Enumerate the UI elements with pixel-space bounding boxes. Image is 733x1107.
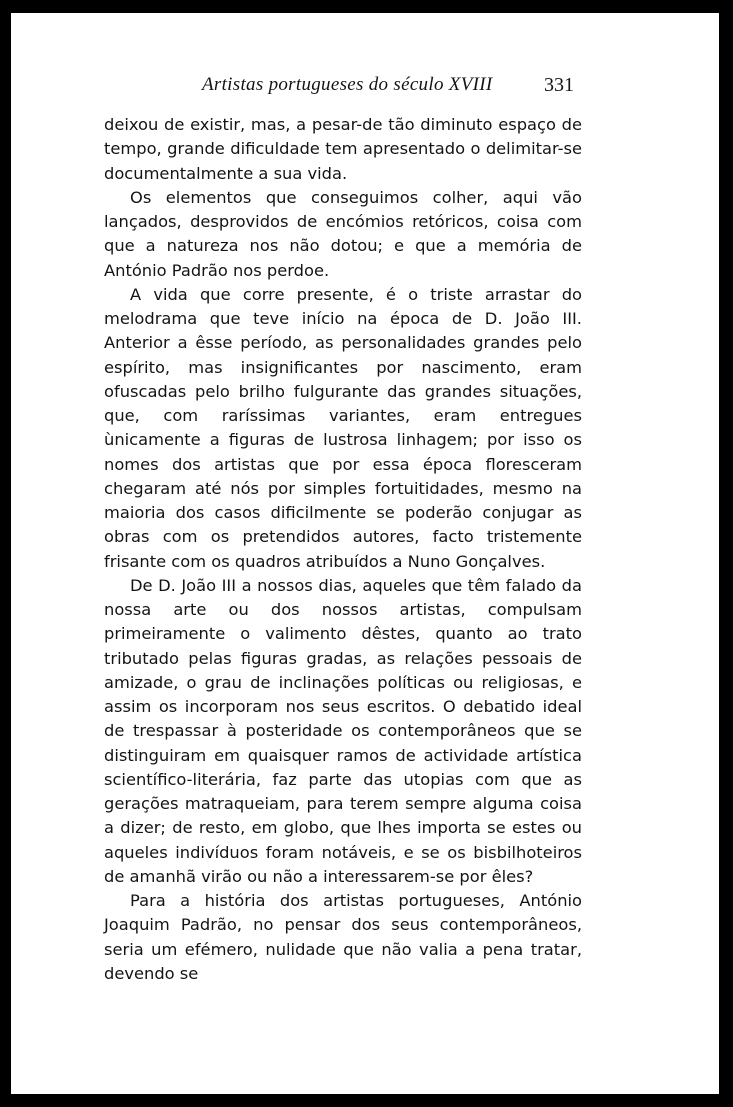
page-header — [104, 74, 578, 100]
body-text — [104, 113, 582, 986]
running-title: Artistas portugueses do século XVIII — [202, 74, 493, 95]
paragraph: Para a história dos artistas portugueses, António Joaquim Padrão, no pensar dos seus contemporâneos, seria um efémero, nulidade que não valia a pena tratar, devendo se — [104, 891, 582, 983]
paragraph: De D. João III a nossos dias, aqueles que têm falado da nossa arte ou dos nossos artistas, compulsam primeiramente o valimento dêstes, quanto ao trato tributado pelas figuras gradas, as relações pessoais de amizade, o grau de inclinações políticas ou religiosas, e assim os incorporam nos seus escritos. O debatido ideal de trespassar à posteridade os contemporâneos que se distinguiram em quaisquer ramos de actividade artística scientífico-literária, faz parte das utopias com que as gerações matraqueiam, para terem sempre alguma coisa a dizer; de resto, em globo, que lhes importa se estes ou aqueles indivíduos foram notáveis, e se os bisbilhoteiros de amanhã virão ou não a interessarem-se por êles? — [104, 575, 582, 886]
page-number: 331 — [544, 74, 574, 96]
paragraph-continuation: deixou de existir, mas, a pesar-de tão diminuto espaço de tempo, grande dificuldade tem apresentado o delimitar-se documentalmente a sua vida. — [104, 115, 582, 183]
paragraph: Os elementos que conseguimos colher, aqui vão lançados, desprovidos de encómios retóricos, coisa com que a natureza nos não dotou; e que a memória de António Padrão nos perdoe. — [104, 187, 582, 280]
paragraph: A vida que corre presente, é o triste arrastar do melodrama que teve início na época de D. João III. Anterior a êsse período, as personalidades grandes pelo espírito, mas insignificantes por nascimento, eram ofuscadas pelo brilho fulgurante das grandes situações, que, com raríssimas variantes, eram entregues ùnicamente a figuras de lustrosa linhagem; por isso os nomes dos artistas que por essa época floresceram chegaram até nós por simples fortuitidades, mesmo na maioria dos casos dificilmente se poderão conjugar as obras com os pretendidos autores, facto tristemente frisante com os quadros atribuídos a Nuno Gonçalves. — [104, 284, 582, 571]
